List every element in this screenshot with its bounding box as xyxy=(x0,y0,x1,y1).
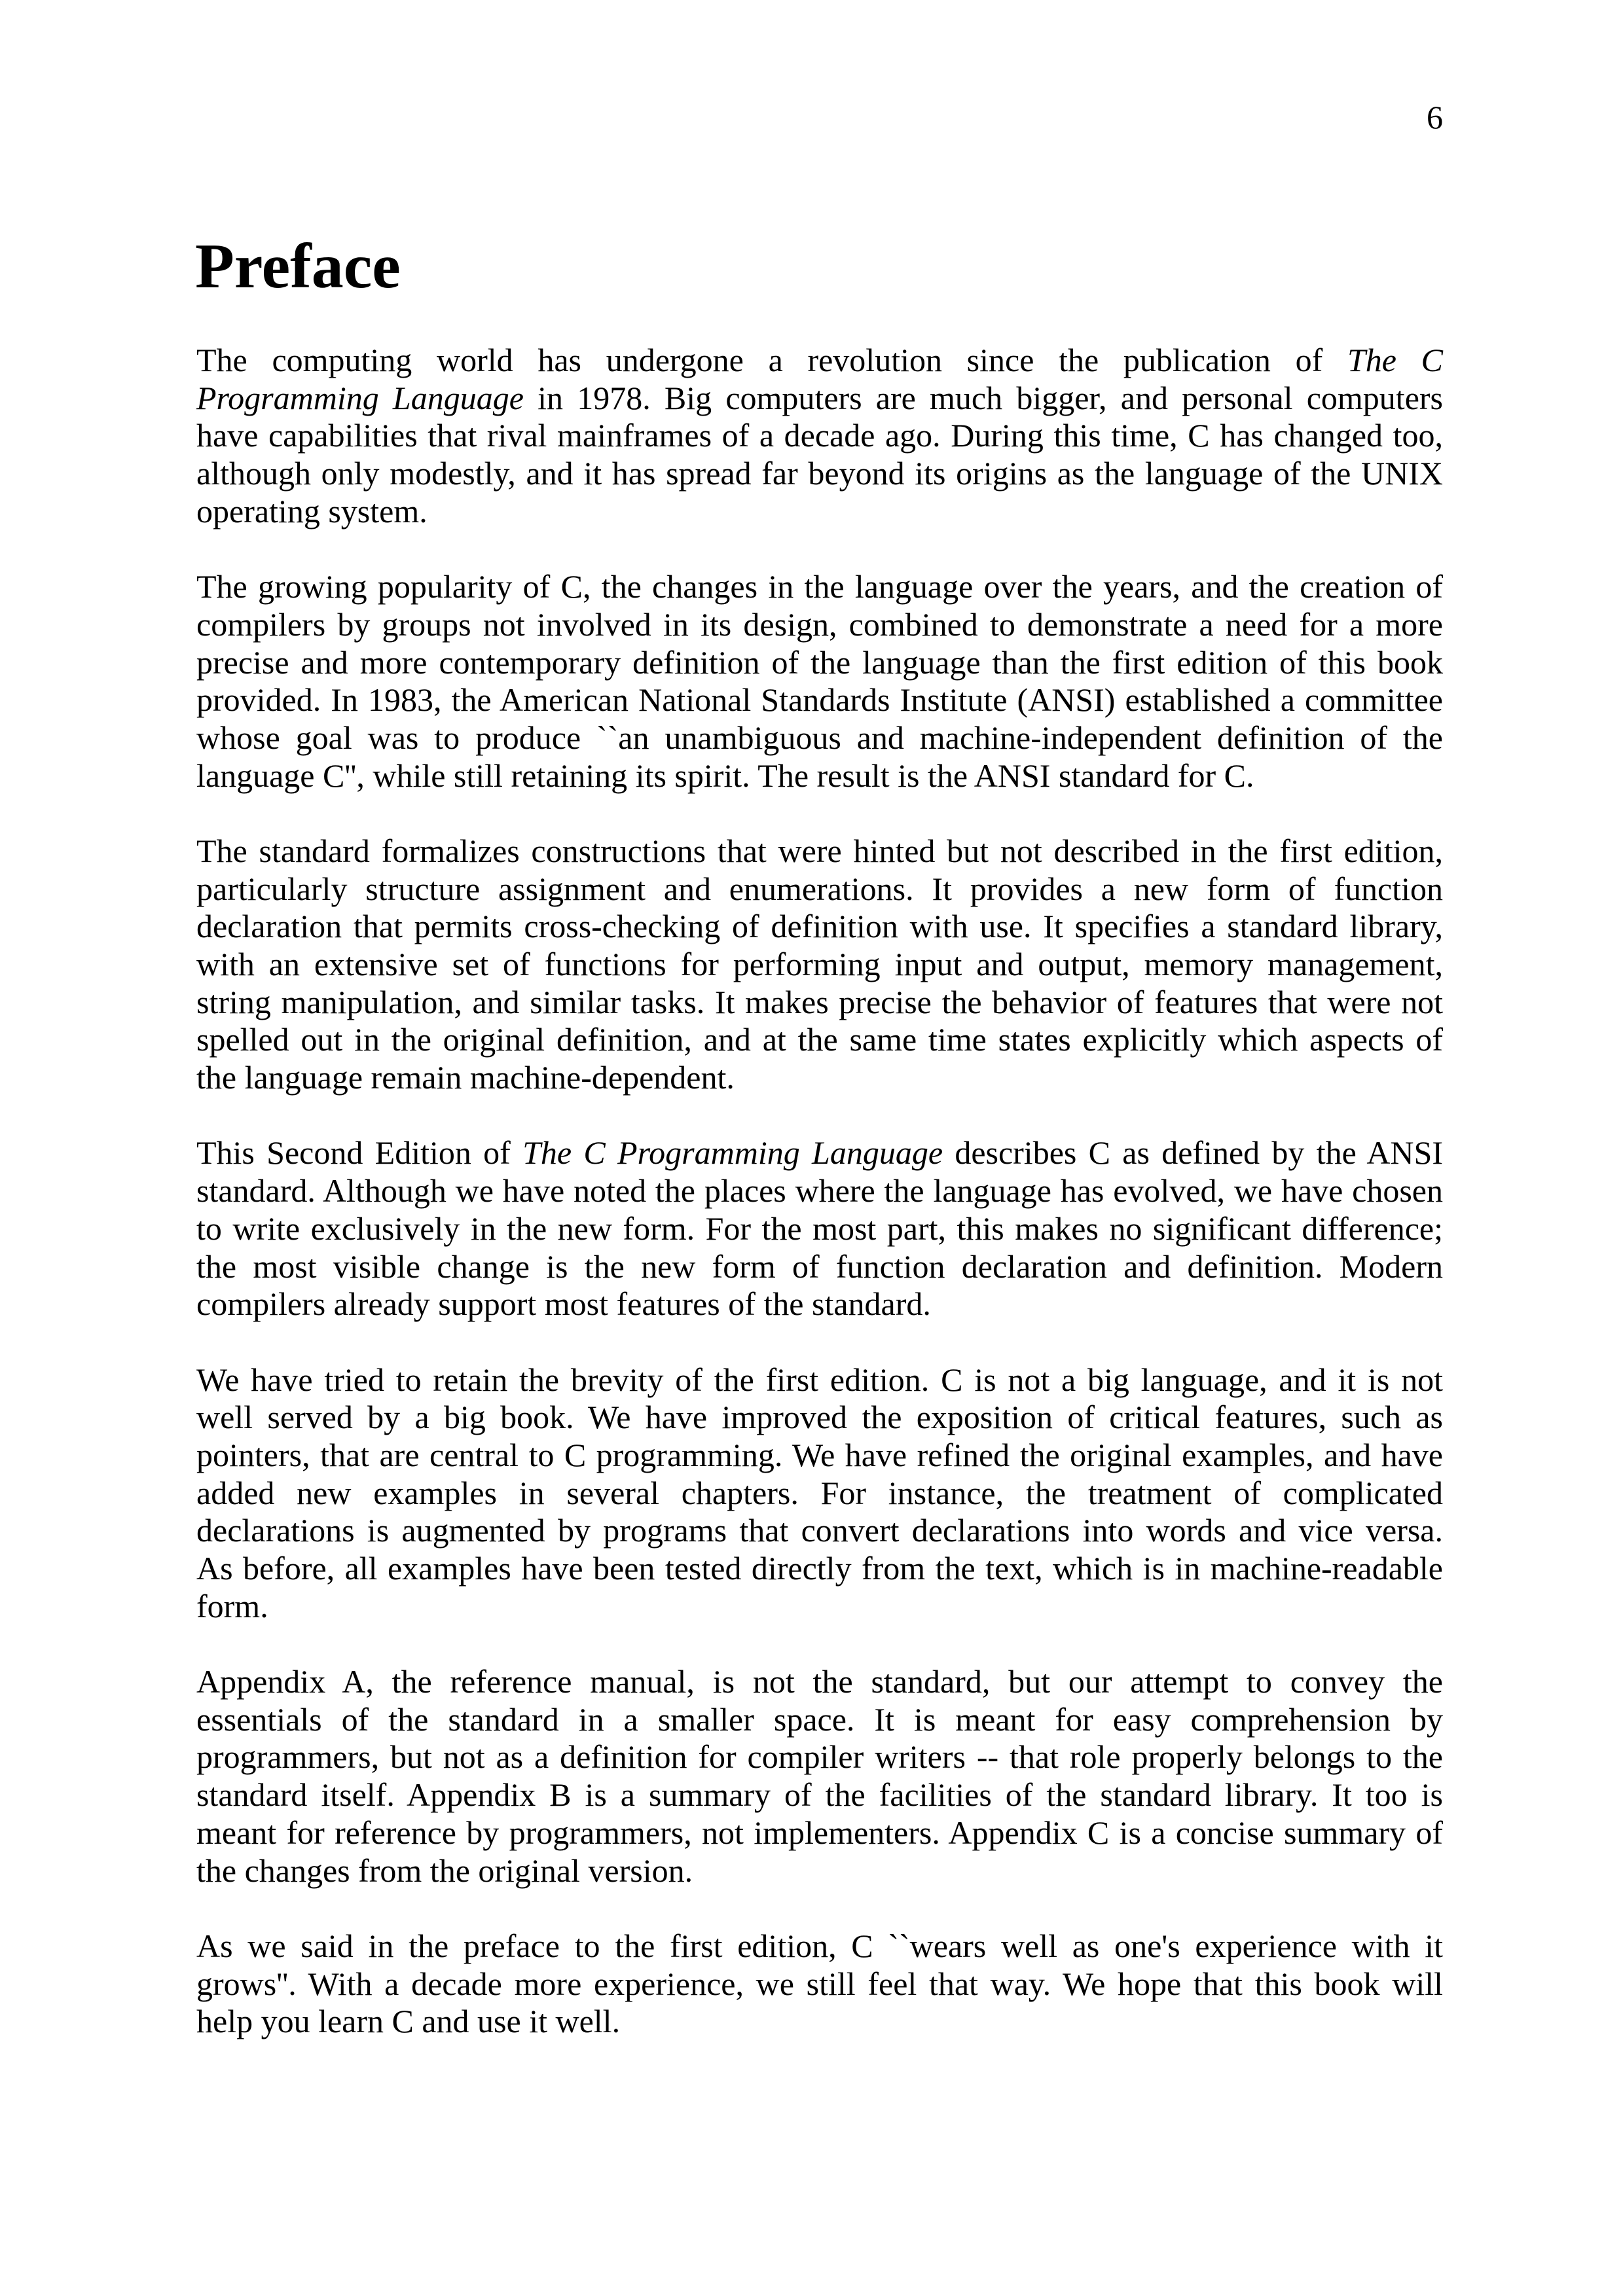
paragraph xyxy=(196,1134,1443,1323)
text-line xyxy=(196,644,1443,682)
text-line xyxy=(196,1701,1443,1739)
text-line xyxy=(196,1285,1443,1323)
text-line xyxy=(196,1248,1443,1286)
text-segment: string manipulation, and similar tasks. It makes precise the behavior of features that were not xyxy=(196,983,1443,1020)
text-segment: provided. In 1983, the American National Standards Institute (ANSI) established a committee xyxy=(196,681,1443,719)
text-line xyxy=(196,870,1443,908)
text-line xyxy=(196,1663,1443,1701)
italic-title-text: The C xyxy=(1347,342,1443,378)
text-line xyxy=(196,1021,1443,1059)
text-segment: standard. Although we have noted the places where the language has evolved, we have chosen xyxy=(196,1172,1443,1210)
paragraph xyxy=(196,342,1443,530)
text-segment: spelled out in the original definition, and at the same time states explicitly which aspects of xyxy=(196,1021,1443,1058)
text-segment: precise and more contemporary definition of the language than the first edition of this book xyxy=(196,643,1443,681)
text-line xyxy=(196,946,1443,984)
text-line xyxy=(196,1134,1443,1172)
text-segment: This Second Edition of xyxy=(196,1134,523,1172)
text-line xyxy=(196,1550,1443,1588)
paragraph xyxy=(196,833,1443,1097)
text-line xyxy=(196,1437,1443,1475)
text-line xyxy=(196,1172,1443,1210)
text-segment: As before, all examples have been tested directly from the text, which is in machine-readable xyxy=(196,1550,1443,1587)
text-segment: particularly structure assignment and enumerations. It provides a new form of function xyxy=(196,870,1443,907)
text-line xyxy=(196,1210,1443,1248)
text-line xyxy=(196,1738,1443,1776)
text-line xyxy=(196,1475,1443,1513)
text-line xyxy=(196,757,1443,795)
text-line xyxy=(196,417,1443,455)
text-segment: The growing popularity of C, the changes in the language over the years, and the creation of xyxy=(196,568,1443,605)
text-line xyxy=(196,681,1443,719)
text-line xyxy=(196,1399,1443,1437)
preface-body xyxy=(196,342,1443,2079)
text-segment: The standard formalizes constructions that were hinted but not described in the first edition, xyxy=(196,832,1443,869)
text-segment: essentials of the standard in a smaller space. It is meant for easy comprehension by xyxy=(196,1700,1443,1738)
text-line xyxy=(196,1059,1443,1097)
text-segment: declarations is augmented by programs that convert declarations into words and vice versa. xyxy=(196,1512,1443,1549)
text-segment: standard itself. Appendix B is a summary of the facilities of the standard library. It too is xyxy=(196,1776,1443,1814)
text-segment: The computing world has undergone a revolution since the publication of xyxy=(196,342,1347,378)
text-line xyxy=(196,1814,1443,1852)
text-segment: programmers, but not as a definition for compiler writers -- that role properly belongs to the xyxy=(196,1738,1443,1776)
text-segment: compilers by groups not involved in its design, combined to demonstrate a need for a more xyxy=(196,605,1443,643)
paragraph xyxy=(196,1928,1443,2041)
text-line xyxy=(196,606,1443,644)
text-line xyxy=(196,1928,1443,1965)
paragraph xyxy=(196,568,1443,795)
text-segment: whose goal was to produce ``an unambiguous and machine-independent definition of the xyxy=(196,719,1443,756)
text-line xyxy=(196,1512,1443,1550)
text-segment: to write exclusively in the new form. For the most part, this makes no significant difference; xyxy=(196,1210,1443,1247)
text-line xyxy=(196,984,1443,1022)
italic-title-text: Programming Language xyxy=(196,379,524,416)
text-segment: the most visible change is the new form of function declaration and definition. Modern xyxy=(196,1247,1443,1285)
text-line xyxy=(196,1776,1443,1814)
text-line xyxy=(196,1361,1443,1399)
text-segment: language C'', while still retaining its spirit. The result is the ANSI standard for C. xyxy=(196,757,1254,794)
text-segment: form. xyxy=(196,1587,268,1624)
text-line xyxy=(196,455,1443,493)
text-segment: help you learn C and use it well. xyxy=(196,2003,621,2040)
text-segment: compilers already support most features of the standard. xyxy=(196,1285,931,1323)
text-segment: We have tried to retain the brevity of the first edition. C is not a big language, and it is not xyxy=(196,1361,1443,1398)
text-segment: the changes from the original version. xyxy=(196,1852,693,1889)
text-segment: operating system. xyxy=(196,492,428,529)
italic-title-text: The C Programming Language xyxy=(522,1134,943,1172)
paragraph xyxy=(196,1663,1443,1890)
text-segment: added new examples in several chapters. For instance, the treatment of complicated xyxy=(196,1474,1443,1511)
text-line xyxy=(196,1852,1443,1890)
text-segment: have capabilities that rival mainframes of a decade ago. During this time, C has changed too, xyxy=(196,417,1443,454)
text-line xyxy=(196,2003,1443,2041)
page-title: Preface xyxy=(195,231,401,302)
paragraph xyxy=(196,1361,1443,1626)
text-line xyxy=(196,342,1443,380)
text-segment: declaration that permits cross-checking of definition with use. It specifies a standard library, xyxy=(196,908,1443,945)
text-segment: grows''. With a decade more experience, we still feel that way. We hope that this book will xyxy=(196,1965,1443,2002)
text-segment: with an extensive set of functions for performing input and output, memory management, xyxy=(196,946,1443,982)
text-line xyxy=(196,493,1443,531)
page-number: 6 xyxy=(1427,99,1443,135)
text-segment: meant for reference by programmers, not implementers. Appendix C is a concise summary of xyxy=(196,1814,1443,1851)
text-segment: As we said in the preface to the first edition, C ``wears well as one's experience with it xyxy=(196,1927,1443,1964)
text-line xyxy=(196,568,1443,606)
text-segment: although only modestly, and it has spread far beyond its origins as the language of the UNIX xyxy=(196,455,1443,492)
text-line xyxy=(196,908,1443,946)
text-line xyxy=(196,1965,1443,2003)
text-line xyxy=(196,833,1443,870)
text-segment: Appendix A, the reference manual, is not the standard, but our attempt to convey the xyxy=(196,1663,1443,1700)
text-segment: describes C as defined by the ANSI xyxy=(943,1134,1444,1172)
text-segment: in 1978. Big computers are much bigger, and personal computers xyxy=(523,379,1443,416)
text-segment: the language remain machine-dependent. xyxy=(196,1059,735,1096)
text-line xyxy=(196,1588,1443,1626)
text-segment: well served by a big book. We have improved the exposition of critical features, such as xyxy=(196,1399,1443,1436)
text-line xyxy=(196,719,1443,757)
text-line xyxy=(196,380,1443,418)
text-segment: pointers, that are central to C programming. We have refined the original examples, and have xyxy=(196,1436,1443,1473)
